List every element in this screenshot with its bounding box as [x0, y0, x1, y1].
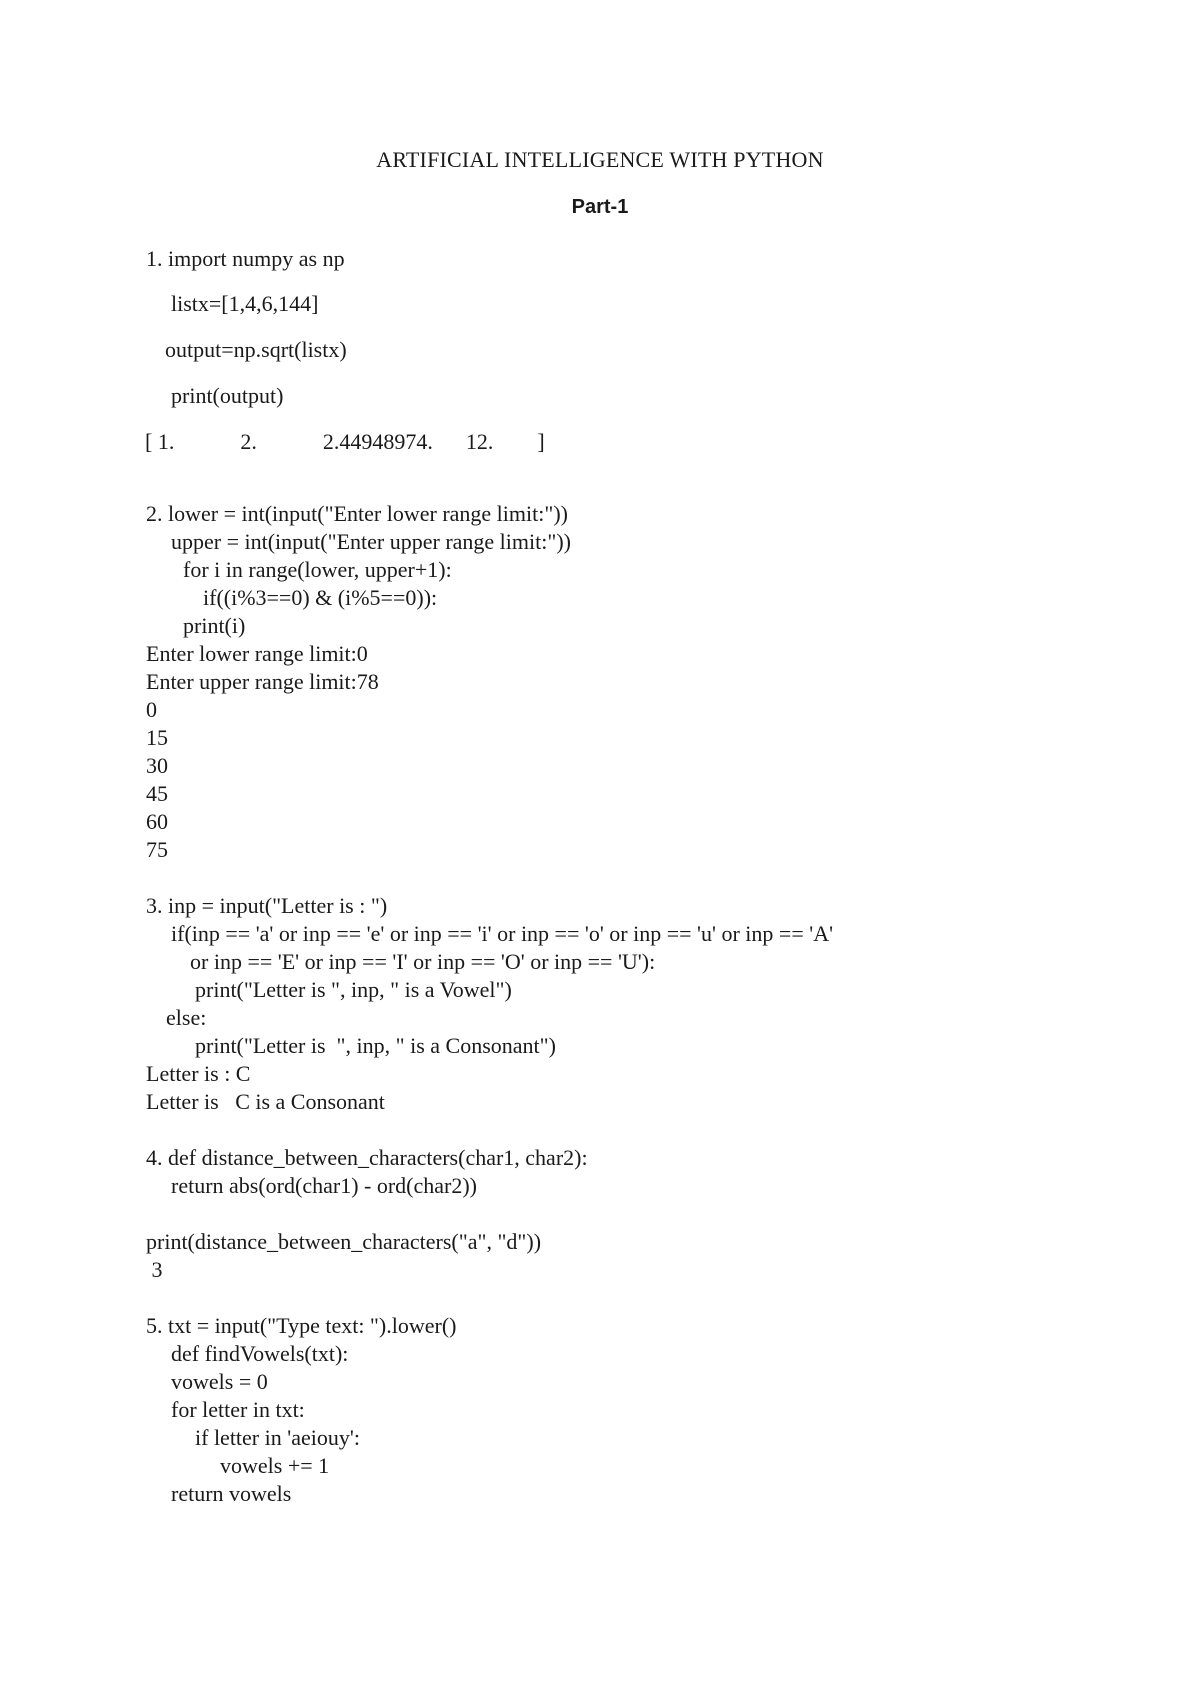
document-title: ARTIFICIAL INTELLIGENCE WITH PYTHON — [376, 147, 824, 172]
q5-code-line-5: if letter in 'aeiouy': — [195, 1425, 360, 1450]
q3-code-line-2: if(inp == 'a' or inp == 'e' or inp == 'i' or inp == 'o' or inp == 'u' or inp == 'A' — [171, 921, 834, 946]
q2-output-line-6: 45 — [146, 781, 168, 806]
q2-output-line-1: Enter lower range limit:0 — [146, 641, 368, 666]
q3-output-line-2: Letter is C is a Consonant — [146, 1089, 385, 1114]
q2-code-line-3: for i in range(lower, upper+1): — [183, 557, 452, 582]
q2-output-line-7: 60 — [146, 809, 168, 834]
q4-code-line-2: return abs(ord(char1) - ord(char2)) — [171, 1173, 478, 1198]
q2-output-line-8: 75 — [146, 837, 168, 862]
q4-code-line-1: 4. def distance_between_characters(char1, char2): — [146, 1145, 588, 1170]
q3-code-line-1: 3. inp = input("Letter is : ") — [146, 893, 388, 918]
q2-output-line-3: 0 — [146, 697, 157, 722]
q2-code-line-1: 2. lower = int(input("Enter lower range limit:")) — [146, 501, 568, 526]
q2-output-line-2: Enter upper range limit:78 — [146, 669, 379, 694]
q4-output: 3 — [146, 1257, 163, 1282]
q1-code-line-2: listx=[1,4,6,144] — [171, 291, 319, 316]
q3-code-line-6: print("Letter is ", inp, " is a Consonant") — [195, 1033, 556, 1058]
q5-code-line-4: for letter in txt: — [171, 1397, 305, 1422]
q4-code-line-3: print(distance_between_characters("a", "d")) — [146, 1229, 542, 1254]
q3-code-line-5: else: — [166, 1005, 207, 1030]
q2-code-line-5: print(i) — [183, 613, 246, 638]
q3-code-line-3: or inp == 'E' or inp == 'I' or inp == 'O' or inp == 'U'): — [190, 949, 656, 974]
q2-code-line-2: upper = int(input("Enter upper range limit:")) — [171, 529, 571, 554]
q1-output: [ 1. 2. 2.44948974. 12. ] — [145, 429, 545, 454]
q5-code-line-7: return vowels — [171, 1481, 292, 1506]
q1-code-line-1: 1. import numpy as np — [146, 246, 345, 271]
q5-code-line-3: vowels = 0 — [171, 1369, 268, 1394]
q5-code-line-1: 5. txt = input("Type text: ").lower() — [146, 1313, 457, 1338]
q3-code-line-4: print("Letter is ", inp, " is a Vowel") — [195, 977, 512, 1002]
q3-output-line-1: Letter is : C — [146, 1061, 251, 1086]
q2-code-line-4: if((i%3==0) & (i%5==0)): — [203, 585, 438, 610]
q2-output-line-4: 15 — [146, 725, 168, 750]
q5-code-line-2: def findVowels(txt): — [171, 1341, 349, 1366]
document-subtitle: Part-1 — [571, 196, 629, 218]
q5-code-line-6: vowels += 1 — [220, 1453, 330, 1478]
q1-code-line-3: output=np.sqrt(listx) — [165, 337, 347, 362]
q2-output-line-5: 30 — [146, 753, 168, 778]
q1-code-line-4: print(output) — [171, 383, 284, 408]
